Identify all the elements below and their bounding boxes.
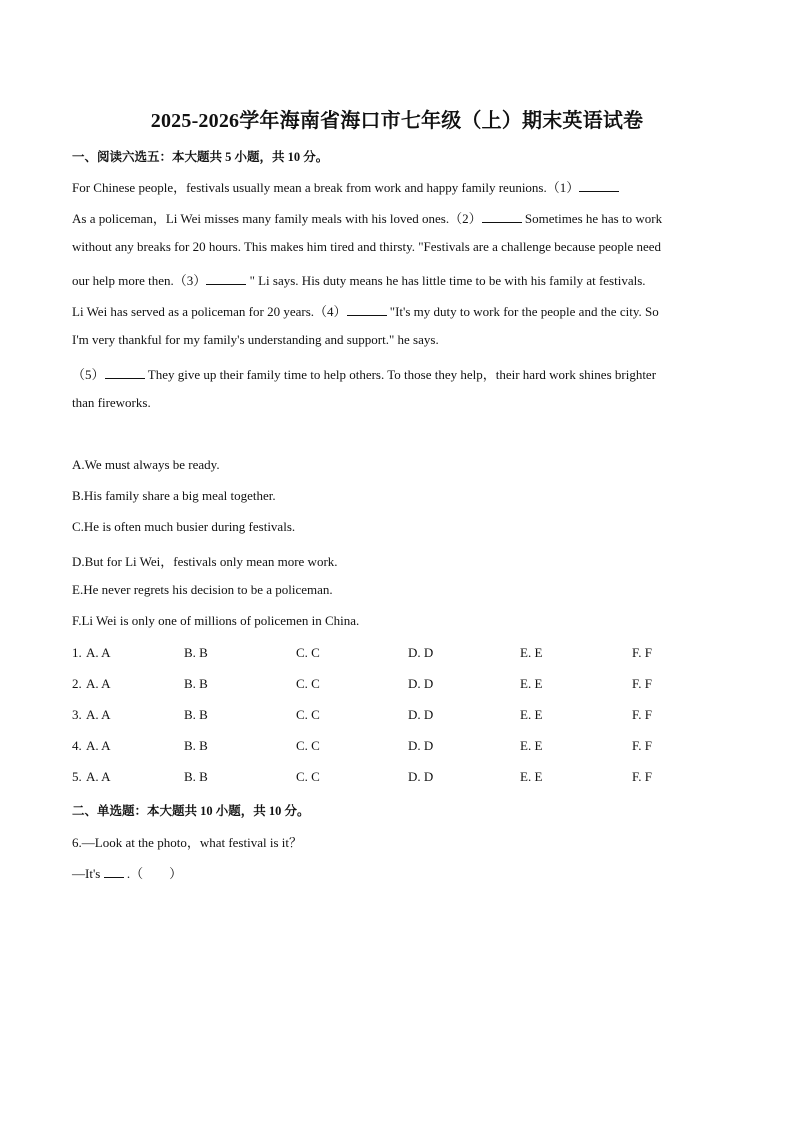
- choice-f: F.Li Wei is only one of millions of policemen in China.: [72, 613, 360, 628]
- answer-row: [72, 707, 732, 725]
- question-6-prompt: 6.—Look at the photo，what festival is it？: [72, 835, 302, 850]
- answer-option[interactable]: C. C: [296, 769, 320, 784]
- choice-c: C.He is often much busier during festivals.: [72, 519, 296, 534]
- answer-option[interactable]: A. A: [86, 769, 111, 784]
- passage-line: [72, 270, 646, 289]
- answer-row: [72, 769, 732, 787]
- question-6-answer-line: [72, 863, 182, 882]
- passage-text: Sometimes he has to work: [524, 211, 663, 226]
- answer-option[interactable]: B. B: [184, 645, 208, 660]
- answer-blank-3[interactable]: [206, 273, 246, 285]
- question-number: 5.: [72, 769, 82, 784]
- choice-e: E.He never regrets his decision to be a policeman.: [72, 582, 333, 597]
- answer-blank-6[interactable]: [104, 866, 124, 878]
- passage-text: "It's my duty to work for the people and the city. So: [389, 304, 659, 319]
- passage-text: " Li says. His duty means he has little time to be with his family at festivals.: [249, 273, 646, 288]
- passage-text: As a policeman，Li Wei misses many family meals with his loved ones.（2）: [72, 211, 482, 226]
- page-title: 2025-2026学年海南省海口市七年级（上）期末英语试卷: [150, 110, 644, 132]
- answer-blank-1[interactable]: [579, 180, 619, 192]
- answer-option[interactable]: D. D: [408, 676, 434, 691]
- answer-option[interactable]: B. B: [184, 707, 208, 722]
- question-6-text: .（ ）: [126, 866, 183, 881]
- passage-text: （5）: [72, 367, 105, 382]
- passage-text: our help more then.（3）: [72, 273, 207, 288]
- answer-option[interactable]: B. B: [184, 738, 208, 753]
- answer-option[interactable]: E. E: [520, 645, 543, 660]
- answer-blank-5[interactable]: [105, 367, 145, 379]
- answer-option[interactable]: D. D: [408, 707, 434, 722]
- answer-option[interactable]: C. C: [296, 676, 320, 691]
- question-number: 3.: [72, 707, 82, 722]
- passage-line: [72, 301, 659, 320]
- choice-b: B.His family share a big meal together.: [72, 488, 276, 503]
- question-6-text: —It's: [72, 866, 101, 881]
- answer-option[interactable]: F. F: [632, 707, 652, 722]
- answer-option[interactable]: B. B: [184, 676, 208, 691]
- answer-option[interactable]: D. D: [408, 738, 434, 753]
- passage-line: I'm very thankful for my family's understanding and support." he says.: [72, 332, 439, 347]
- section-2-heading: 二、单选题：本大题共 10 小题，共 10 分。: [72, 804, 310, 818]
- answer-option[interactable]: D. D: [408, 769, 434, 784]
- choice-d: D.But for Li Wei，festivals only mean more work.: [72, 554, 338, 569]
- section-1-heading: 一、阅读六选五：本大题共 5 小题，共 10 分。: [72, 150, 329, 164]
- question-number: 2.: [72, 676, 82, 691]
- answer-option[interactable]: E. E: [520, 738, 543, 753]
- passage-text: They give up their family time to help others. To those they help，their hard work shines brighter: [147, 367, 657, 382]
- answer-blank-2[interactable]: [482, 211, 522, 223]
- answer-row: [72, 738, 732, 756]
- answer-option[interactable]: E. E: [520, 676, 543, 691]
- answer-blank-4[interactable]: [347, 304, 387, 316]
- answer-option[interactable]: A. A: [86, 738, 111, 753]
- passage-text: For Chinese people，festivals usually mean a break from work and happy family reunions.（1）: [72, 180, 580, 195]
- answer-option[interactable]: C. C: [296, 738, 320, 753]
- choice-a: A.We must always be ready.: [72, 457, 220, 472]
- answer-option[interactable]: A. A: [86, 645, 111, 660]
- passage-line: [72, 177, 619, 196]
- passage-line: than fireworks.: [72, 395, 151, 410]
- answer-option[interactable]: A. A: [86, 676, 111, 691]
- answer-option[interactable]: F. F: [632, 738, 652, 753]
- answer-option[interactable]: F. F: [632, 676, 652, 691]
- answer-option[interactable]: E. E: [520, 769, 543, 784]
- answer-option[interactable]: D. D: [408, 645, 434, 660]
- question-number: 1.: [72, 645, 82, 660]
- question-number: 4.: [72, 738, 82, 753]
- answer-option[interactable]: B. B: [184, 769, 208, 784]
- answer-row: [72, 676, 732, 694]
- answer-option[interactable]: A. A: [86, 707, 111, 722]
- answer-option[interactable]: F. F: [632, 645, 652, 660]
- passage-line: [72, 364, 656, 383]
- passage-line: [72, 208, 662, 227]
- answer-option[interactable]: C. C: [296, 707, 320, 722]
- answer-option[interactable]: E. E: [520, 707, 543, 722]
- answer-option[interactable]: C. C: [296, 645, 320, 660]
- passage-text: Li Wei has served as a policeman for 20 years.（4）: [72, 304, 347, 319]
- passage-line: without any breaks for 20 hours. This makes him tired and thirsty. "Festivals are a challenge because people need: [72, 239, 662, 254]
- answer-option[interactable]: F. F: [632, 769, 652, 784]
- answer-row: [72, 645, 732, 663]
